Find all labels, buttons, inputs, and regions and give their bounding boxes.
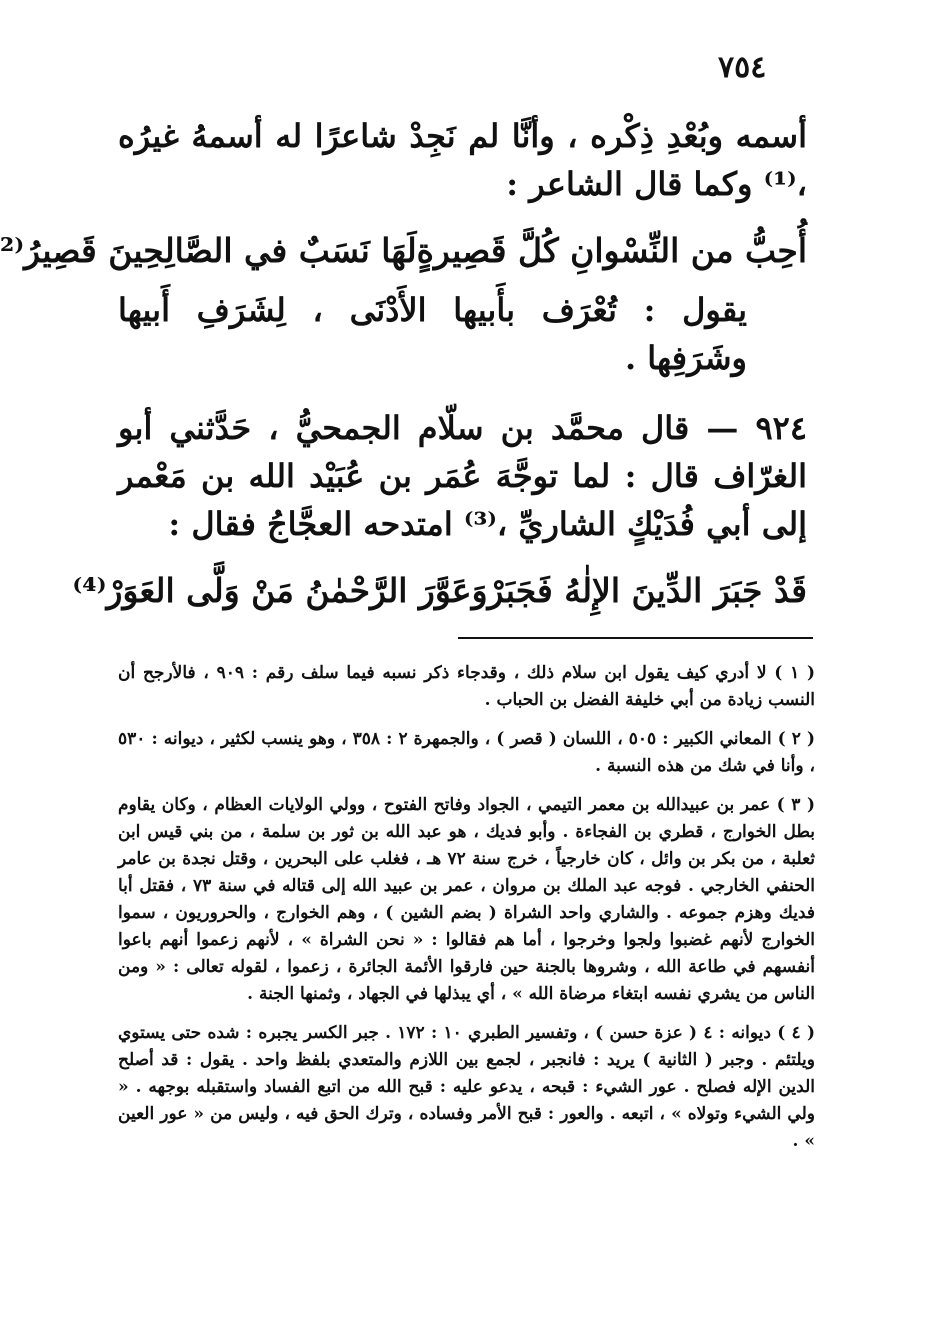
verse-1-second-hemistich: لَهَا نَسَبٌ في الصَّالِحِينَ قَصِيرُ⁽² — [0, 231, 417, 270]
footnote-4: ( ٤ ) ديوانه : ٤ ( عزة حسن ) ، وتفسير الطبري ١٠ : ١٧٢ . جبر الكسر يجبره : شده حتى يستوي ويلتئم . وجبر ( الثانية ) يريد : فانجبر ، لجمع بين اللازم والمتعدي بلفظ واحد . يقول : قد أصلح الدين الإله فصلح . عور الشيء : قبحه ، يدعو عليه : قبح الله من اتبع الفساد واستقبله بوجهه . « ولي الشيء وتولاه » ، اتبعه . والعور : قبح الأمر وفساده ، وترك الحق فيه ، وليس من « عور العين » . — [118, 1023, 815, 1151]
verse-1-explanation: يقول : تُعْرَف بأَبيها الأَدْنَى ، لِشَرَفِ أَبيها وشَرَفِها . — [118, 291, 747, 377]
verse-2 — [72, 566, 807, 616]
footnote-divider — [458, 637, 813, 639]
page-number: ٧٥٤ — [718, 50, 767, 85]
footnotes — [118, 660, 815, 1167]
paragraph-924: ٩٢٤ — قال محمَّد بن سلّام الجمحيُّ ، حَدَّثني أبو الغرّاف قال : لما توجَّهَ عُمَر بن عُبَيْد الله بن مَعْمر إلى أبي فُدَيْكٍ الشاريِّ ،⁽³⁾ امتدحه العجَّاجُ فقال : — [118, 409, 807, 543]
footnote-2: ( ٢ ) المعاني الكبير : ٥٠٥ ، اللسان ( قصر ) ، والجمهرة ٢ : ٣٥٨ ، وهو ينسب لكثير ، ديوانه : ٥٣٠ ، وأنا في شك من هذه النسبة . — [118, 729, 815, 776]
verse-2-second-hemistich: وَعَوَّرَ الرَّحْمٰنُ مَنْ وَلَّى العَوَرْ⁽⁴⁾ — [72, 571, 488, 610]
verse-1 — [0, 226, 807, 276]
footnote-1: ( ١ ) لا أدري كيف يقول ابن سلام ذلك ، وقدجاء ذكر نسبه فيما سلف رقم : ٩٠٩ ، فالأرجح أن النسب زيادة من أبي خليفة الفضل بن الحباب . — [118, 663, 815, 710]
main-text — [0, 112, 808, 626]
footnote-3: ( ٣ ) عمر بن عبيدالله بن معمر التيمي ، الجواد وفاتح الفتوح ، وولي الولايات العظام ، وكان يقاوم بطل الخوارج ، قطري بن الفجاءة . وأبو فديك ، هو عبد الله بن ثور بن سلمة ، من بني قيس ابن ثعلبة ، من بكر بن وائل ، كان خارجياً ، خرج سنة ٧٢ هـ ، فغلب على البحرين ، وقتل نجدة بن عامر الحنفي الخارجي . فوجه عبد الملك بن مروان ، عمر بن عبيد الله إلى قتاله في سنة ٧٣ ، فقتل أبا فديك وهزم جموعه . والشاري واحد الشراة ( بضم الشين ) ، وهم الخوارج ، والحروريون ، سموا الخوارج لأنهم غضبوا ولجوا وخرجوا ، أما هم فقالوا : « نحن الشراة » ، لأنهم زعموا أنهم باعوا أنفسهم في طاعة الله ، وشروها بالجنة حين فارقوا الأئمة الجائرة ، زعموا ، لقوله تعالى : « ومن الناس من يشري نفسه ابتغاء مرضاة الله » ، أي يبذلها في الجهاد ، وثمنها الجنة . — [118, 795, 816, 1004]
verse-1-first-hemistich: أُحِبُّ من النِّسْوانِ كُلَّ قَصِيرةٍ — [416, 231, 807, 270]
verse-2-first-hemistich: قَدْ جَبَرَ الدِّينَ الإِلٰهُ فَجَبَرْ — [487, 571, 807, 610]
paragraph-1: أسمه وبُعْدِ ذِكْره ، وأنَّا لم نَجِدْ شاعرًا له أسمهُ غيرُه ،⁽¹⁾ وكما قال الشاعر : — [118, 117, 808, 203]
